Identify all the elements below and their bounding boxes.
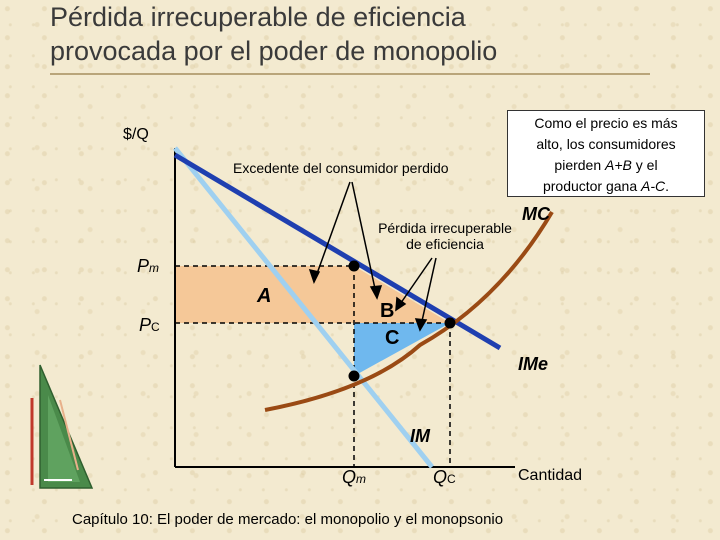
competitive-point [445, 318, 456, 329]
ime-label: IMe [518, 354, 549, 374]
area-c-label: C [385, 327, 400, 349]
note-line-1: Como el precio es más [534, 115, 678, 131]
monopoly-point [349, 261, 360, 272]
pc-label: PC [139, 315, 160, 335]
slide-footer-caption: Capítulo 10: El poder de mercado: el monopolio y el monopsonio [72, 511, 504, 528]
mr-mc-point [349, 371, 360, 382]
deadweight-line-2: de eficiencia [406, 236, 484, 252]
note-line-3: pierden A+B y el [554, 157, 658, 173]
area-a-label: A [257, 285, 272, 307]
qc-label: QC [433, 467, 456, 487]
mc-label: MC [522, 204, 550, 224]
note-line-4: productor gana A-C. [542, 178, 670, 194]
title-line-1: Pérdida irrecuperable de eficiencia [50, 2, 466, 32]
area-b [354, 266, 450, 323]
pm-label: Pm [137, 256, 160, 276]
y-axis-label: $/Q [123, 126, 149, 143]
title-line-2: provocada por el poder de monopolio [50, 36, 498, 66]
note-line-2: alto, los consumidores [536, 136, 676, 152]
x-axis-label: Cantidad [518, 467, 583, 484]
deadweight-loss-label [368, 220, 522, 252]
deadweight-line-1: Pérdida irrecuperable [378, 220, 512, 236]
consumer-surplus-lost-label: Excedente del consumidor perdido [233, 160, 449, 176]
area-c [354, 323, 450, 376]
im-label: IM [410, 426, 430, 446]
decorative-triangle-icon [32, 365, 92, 488]
qm-label: Qm [342, 467, 367, 487]
area-b-label: B [380, 300, 395, 322]
